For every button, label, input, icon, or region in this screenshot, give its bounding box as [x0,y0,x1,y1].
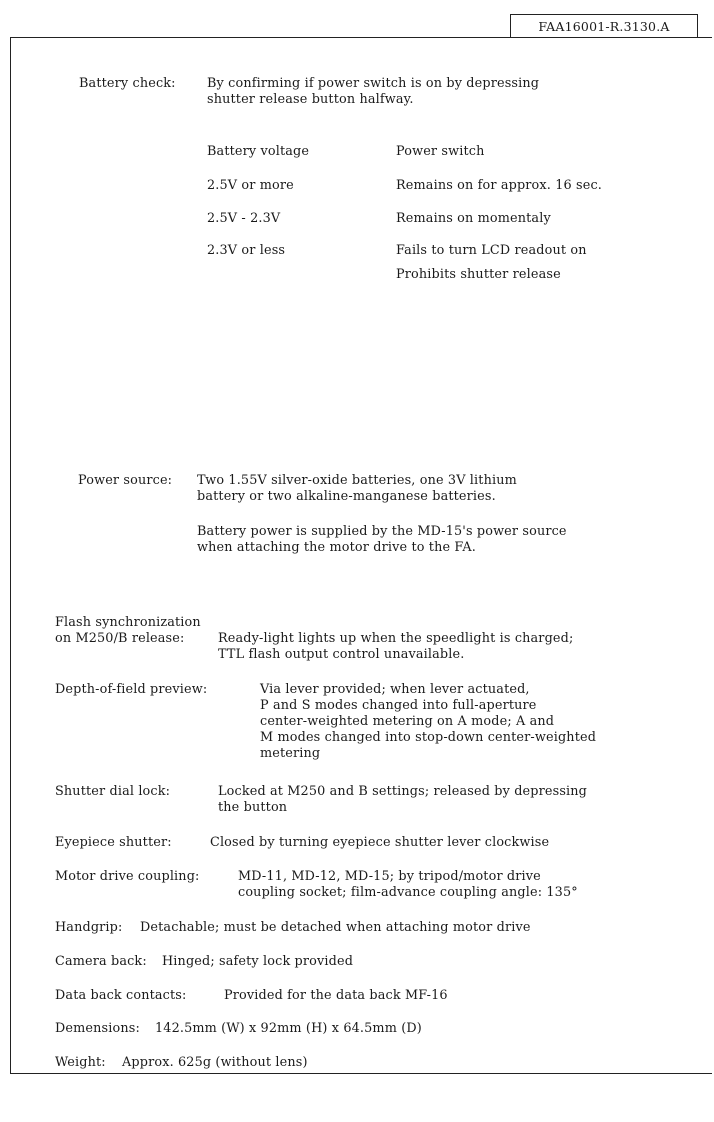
table-row-switch: Remains on momentaly [396,211,551,226]
shutter-dial-lock-label: Shutter dial lock: [55,784,171,799]
battery-check-label: Battery check: [79,76,176,91]
power-source-text-4: when attaching the motor drive to the FA. [197,540,476,555]
shutter-dial-lock-text-1: Locked at M250 and B settings; released by depressing [218,784,588,799]
dof-preview-text-4: M modes changed into stop-down center-weighted [260,730,597,745]
data-back-text: Provided for the data back MF-16 [224,988,448,1003]
dimensions-label: Demensions: [55,1021,140,1036]
power-source-text-3: Battery power is supplied by the MD-15's power source [197,524,567,539]
weight-text: Approx. 625g (without lens) [122,1055,308,1070]
eyepiece-shutter-text: Closed by turning eyepiece shutter lever clockwise [210,835,550,850]
dof-preview-text-5: metering [260,746,321,761]
data-back-label: Data back contacts: [55,988,187,1003]
motor-drive-text-1: MD-11, MD-12, MD-15; by tripod/motor drive [238,869,541,884]
flash-sync-label-2: on M250/B release: [55,631,185,646]
battery-check-text-2: shutter release button halfway. [207,92,414,107]
power-source-label: Power source: [78,473,173,488]
dof-preview-text-2: P and S modes changed into full-aperture [260,698,537,713]
flash-sync-text-2: TTL flash output control unavailable. [218,647,465,662]
power-source-text-1: Two 1.55V silver-oxide batteries, one 3V lithium [197,473,517,488]
motor-drive-text-2: coupling socket; film-advance coupling angle: 135° [238,885,578,900]
motor-drive-label: Motor drive coupling: [55,869,200,884]
table-row-voltage: 2.5V or more [207,178,294,193]
flash-sync-text-1: Ready-light lights up when the speedlight is charged; [218,631,574,646]
handgrip-label: Handgrip: [55,920,123,935]
document-code: FAA16001-R.3130.A [510,14,698,38]
table-header-switch: Power switch [396,144,485,159]
dimensions-text: 142.5mm (W) x 92mm (H) x 64.5mm (D) [155,1021,422,1036]
shutter-dial-lock-text-2: the button [218,800,288,815]
battery-check-text-1: By confirming if power switch is on by depressing [207,76,540,91]
handgrip-text: Detachable; must be detached when attaching motor drive [140,920,531,935]
power-source-text-2: battery or two alkaline-manganese batteries. [197,489,496,504]
camera-back-label: Camera back: [55,954,147,969]
table-row-switch: Remains on for approx. 16 sec. [396,178,602,193]
dof-preview-text-1: Via lever provided; when lever actuated, [260,682,530,697]
table-row-switch-2: Prohibits shutter release [396,267,561,282]
eyepiece-shutter-label: Eyepiece shutter: [55,835,172,850]
table-row-voltage: 2.3V or less [207,243,286,258]
dof-preview-label: Depth-of-field preview: [55,682,208,697]
table-header-voltage: Battery voltage [207,144,310,159]
table-row-voltage: 2.5V - 2.3V [207,211,281,226]
camera-back-text: Hinged; safety lock provided [162,954,354,969]
flash-sync-label-1: Flash synchronization [55,615,201,630]
table-row-switch: Fails to turn LCD readout on [396,243,587,258]
dof-preview-text-3: center-weighted metering on A mode; A and [260,714,555,729]
weight-label: Weight: [55,1055,106,1070]
